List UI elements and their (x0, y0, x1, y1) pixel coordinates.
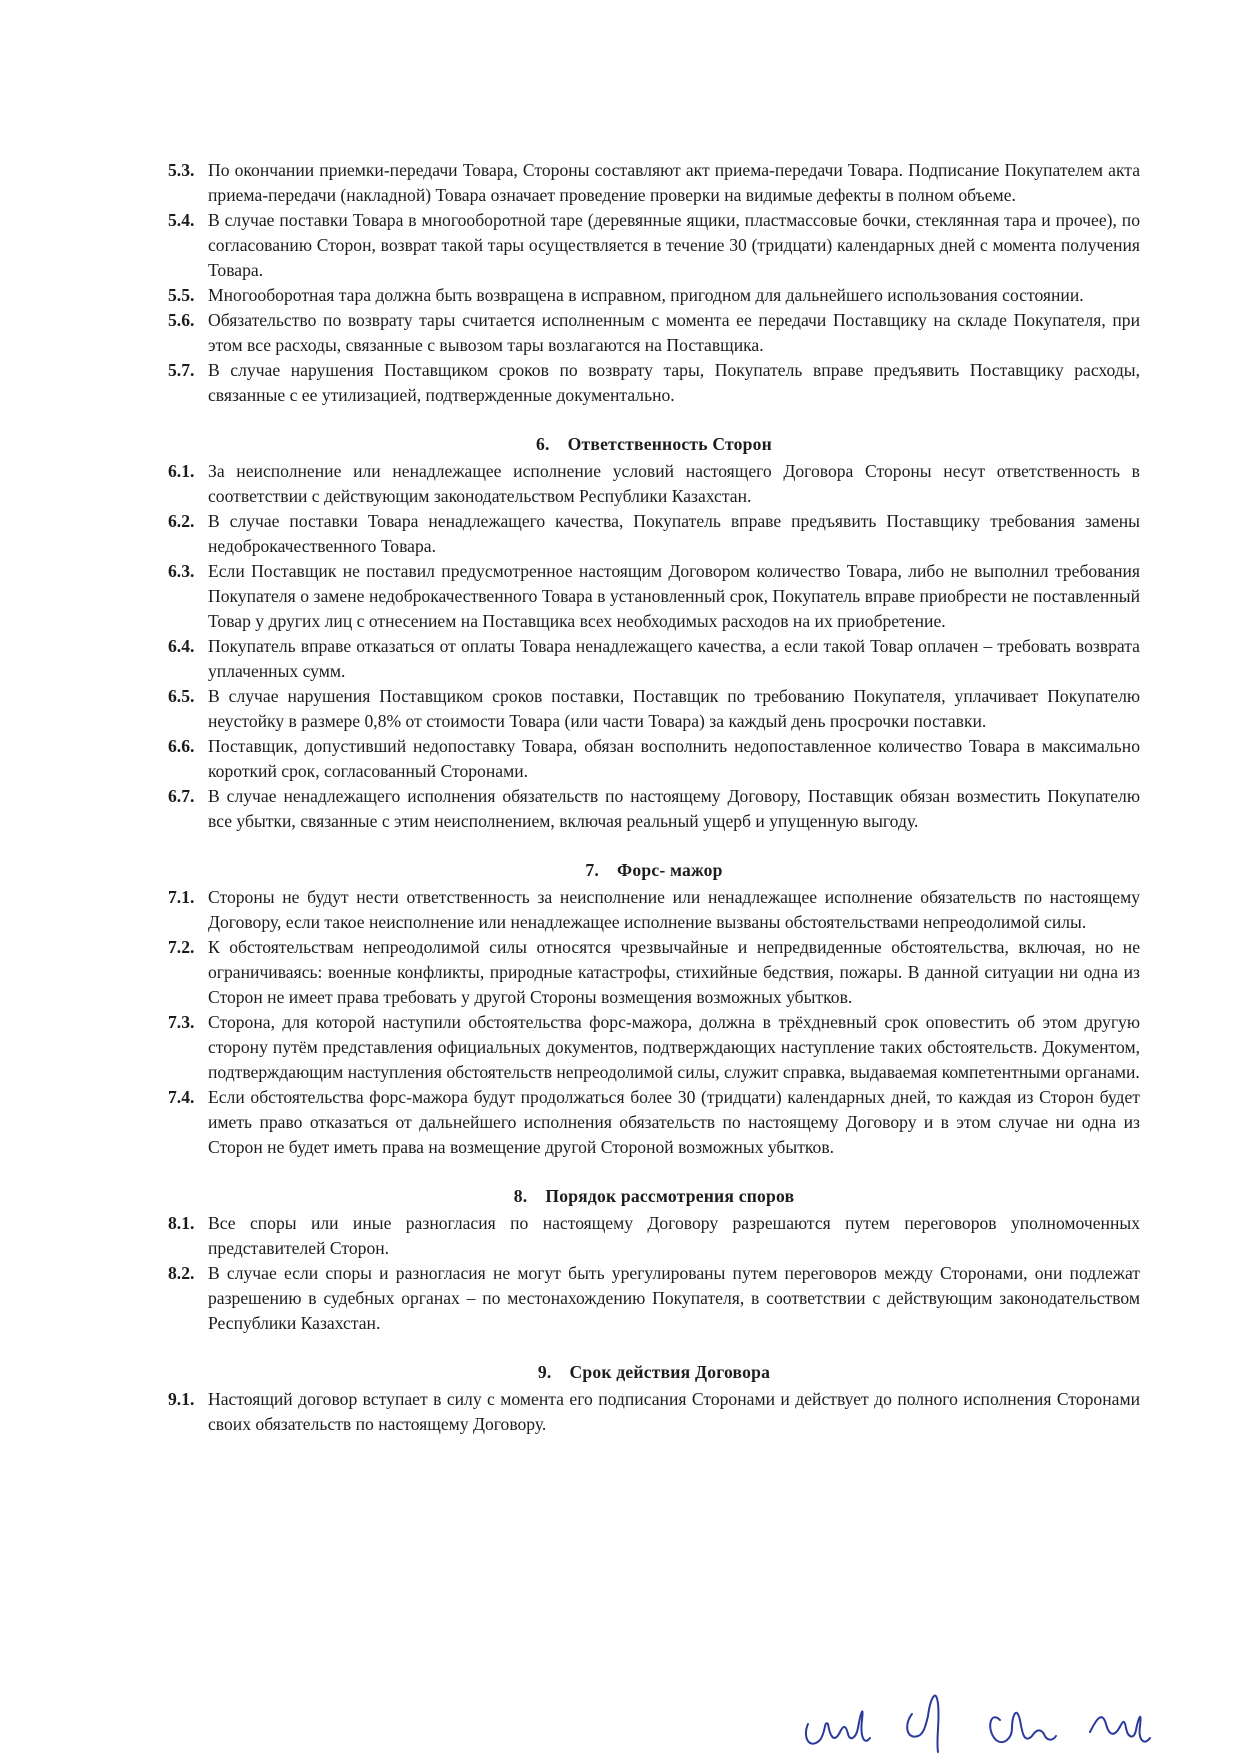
clause-5-5 (168, 283, 1140, 308)
clause-5-7 (168, 358, 1140, 408)
clause-text: К обстоятельствам непреодолимой силы относятся чрезвычайные и непредвиденные обстоятельства, включая, но не ограничиваясь: военные конфликты, природные катастрофы, стихийные бедствия, пожары. В данной ситуации ни одна из Сторон не имеет права требовать у другой Стороны возмещения возможных убытков. (208, 937, 1140, 1007)
clause-text: Если Поставщик не поставил предусмотренное настоящим Договором количество Товара, либо не выполнил требования Покупателя о замене недоброкачественного Товара в установленный срок, Покупатель вправе приобрести не поставленный Товар у других лиц с отнесением на Поставщика всех необходимых расходов на их приобретение. (208, 561, 1140, 631)
clause-number: 5.7. (168, 360, 195, 380)
clause-6-6 (168, 734, 1140, 784)
clause-7-3 (168, 1010, 1140, 1085)
clause-number: 5.3. (168, 160, 195, 180)
clause-6-4 (168, 634, 1140, 684)
section-title (168, 1184, 1140, 1209)
clause-text: Сторона, для которой наступили обстоятельства форс-мажора, должна в трёхдневный срок оповестить об этом другую сторону путём представления официальных документов, подтверждающих наступление таких обстоятельств. Документом, подтверждающим наступления обстоятельств непреодолимой силы, служит справка, выдаваемая компетентными органами. (208, 1012, 1140, 1082)
clause-8-1 (168, 1211, 1140, 1261)
section-9 (168, 1360, 1140, 1437)
clause-8-2 (168, 1261, 1140, 1336)
document-page (168, 158, 1140, 1437)
clause-6-2 (168, 509, 1140, 559)
section-title-text: Срок действия Договора (569, 1362, 771, 1382)
section-title-text: Форс- мажор (617, 860, 723, 880)
clause-number: 9.1. (168, 1389, 195, 1409)
clause-number: 6.4. (168, 636, 195, 656)
clause-text: Стороны не будут нести ответственность за неисполнение или ненадлежащее исполнение обязательств по настоящему Договору, если такое неисполнение или ненадлежащее исполнение вызваны обстоятельствами непреодолимой силы. (208, 887, 1140, 932)
signatures-area (790, 1680, 1190, 1754)
clause-text: В случае поставки Товара ненадлежащего качества, Покупатель вправе предъявить Поставщику требования замены недоброкачественного Товара. (208, 511, 1140, 556)
section-number: 7. (585, 860, 600, 880)
section-7 (168, 858, 1140, 1160)
clause-text: Все споры или иные разногласия по настоящему Договору разрешаются путем переговоров уполномоченных представителей Сторон. (208, 1213, 1140, 1258)
clause-number: 5.6. (168, 310, 195, 330)
section-title (168, 858, 1140, 883)
clause-text: Многооборотная тара должна быть возвращена в исправном, пригодном для дальнейшего использования состоянии. (208, 285, 1084, 305)
section-title-text: Ответственность Сторон (567, 434, 772, 454)
section-number: 9. (537, 1362, 552, 1382)
clause-text: По окончании приемки-передачи Товара, Стороны составляют акт приема-передачи Товара. Подписание Покупателем акта приема-передачи (накладной) Товара означает проведение проверки на видимые дефекты в полном объеме. (208, 160, 1140, 205)
section-title (168, 432, 1140, 457)
clause-text: Настоящий договор вступает в силу с момента его подписания Сторонами и действует до полного исполнения Сторонами своих обязательств по настоящему Договору. (208, 1389, 1140, 1434)
clause-number: 6.6. (168, 736, 195, 756)
clause-7-1 (168, 885, 1140, 935)
section-6 (168, 432, 1140, 834)
clause-5-6 (168, 308, 1140, 358)
clause-text: В случае если споры и разногласия не могут быть урегулированы путем переговоров между Сторонами, они подлежат разрешению в судебных органах – по местонахождению Покупателя, в соответствии с действующим законодательством Республики Казахстан. (208, 1263, 1140, 1333)
section-number: 8. (513, 1186, 528, 1206)
clause-text: Если обстоятельства форс-мажора будут продолжаться более 30 (тридцати) календарных дней, то каждая из Сторон будет иметь право отказаться от дальнейшего исполнения обязательств по настоящему Договору и в этом случае ни одна из Сторон не будет иметь права на возмещение другой Стороной возможных убытков. (208, 1087, 1140, 1157)
clause-text: В случае нарушения Поставщиком сроков по возврату тары, Покупатель вправе предъявить Поставщику расходы, связанные с ее утилизацией, подтвержденные документально. (208, 360, 1140, 405)
clause-number: 7.2. (168, 937, 195, 957)
section-5 (168, 158, 1140, 408)
clause-text: В случае ненадлежащего исполнения обязательств по настоящему Договору, Поставщик обязан возместить Покупателю все убытки, связанные с этим неисполнением, включая реальный ущерб и упущенную выгоду. (208, 786, 1140, 831)
clause-text: Поставщик, допустивший недопоставку Товара, обязан восполнить недопоставленное количество Товара в максимально короткий срок, согласованный Сторонами. (208, 736, 1140, 781)
clause-number: 6.1. (168, 461, 195, 481)
clause-number: 8.1. (168, 1213, 195, 1233)
clause-number: 6.3. (168, 561, 195, 581)
clause-5-4 (168, 208, 1140, 283)
clause-6-7 (168, 784, 1140, 834)
section-8 (168, 1184, 1140, 1336)
signature-4 (1090, 1717, 1150, 1742)
clause-number: 7.3. (168, 1012, 195, 1032)
clause-number: 7.4. (168, 1087, 195, 1107)
section-number: 6. (536, 434, 550, 454)
clause-6-5 (168, 684, 1140, 734)
clause-text: Покупатель вправе отказаться от оплаты Товара ненадлежащего качества, а если такой Товар оплачен – требовать возврата уплаченных сумм. (208, 636, 1140, 681)
clause-number: 7.1. (168, 887, 195, 907)
signature-graphic (790, 1680, 1190, 1754)
clause-number: 6.2. (168, 511, 195, 531)
clause-text: За неисполнение или ненадлежащее исполнение условий настоящего Договора Стороны несут ответственность в соответствии с действующим законодательством Республики Казахстан. (208, 461, 1140, 506)
signature-3 (990, 1713, 1056, 1742)
clause-number: 5.5. (168, 285, 195, 305)
clause-9-1 (168, 1387, 1140, 1437)
clause-7-2 (168, 935, 1140, 1010)
signature-2 (907, 1696, 938, 1752)
clause-5-3 (168, 158, 1140, 208)
clause-number: 6.5. (168, 686, 195, 706)
clause-number: 6.7. (168, 786, 195, 806)
clause-6-1 (168, 459, 1140, 509)
clause-6-3 (168, 559, 1140, 634)
clause-7-4 (168, 1085, 1140, 1160)
clause-text: Обязательство по возврату тары считается исполненным с момента ее передачи Поставщику на складе Покупателя, при этом все расходы, связанные с вывозом тары возлагаются на Поставщика. (208, 310, 1140, 355)
clause-text: В случае нарушения Поставщиком сроков поставки, Поставщик по требованию Покупателя, уплачивает Покупателю неустойку в размере 0,8% от стоимости Товара (или части Товара) за каждый день просрочки поставки. (208, 686, 1140, 731)
section-title-text: Порядок рассмотрения споров (545, 1186, 795, 1206)
signature-1 (806, 1711, 870, 1743)
section-title (168, 1360, 1140, 1385)
clause-number: 8.2. (168, 1263, 195, 1283)
clause-number: 5.4. (168, 210, 195, 230)
clause-text: В случае поставки Товара в многооборотной таре (деревянные ящики, пластмассовые бочки, стеклянная тара и прочее), по согласованию Сторон, возврат такой тары осуществляется в течение 30 (тридцати) календарных дней с момента получения Товара. (208, 210, 1140, 280)
